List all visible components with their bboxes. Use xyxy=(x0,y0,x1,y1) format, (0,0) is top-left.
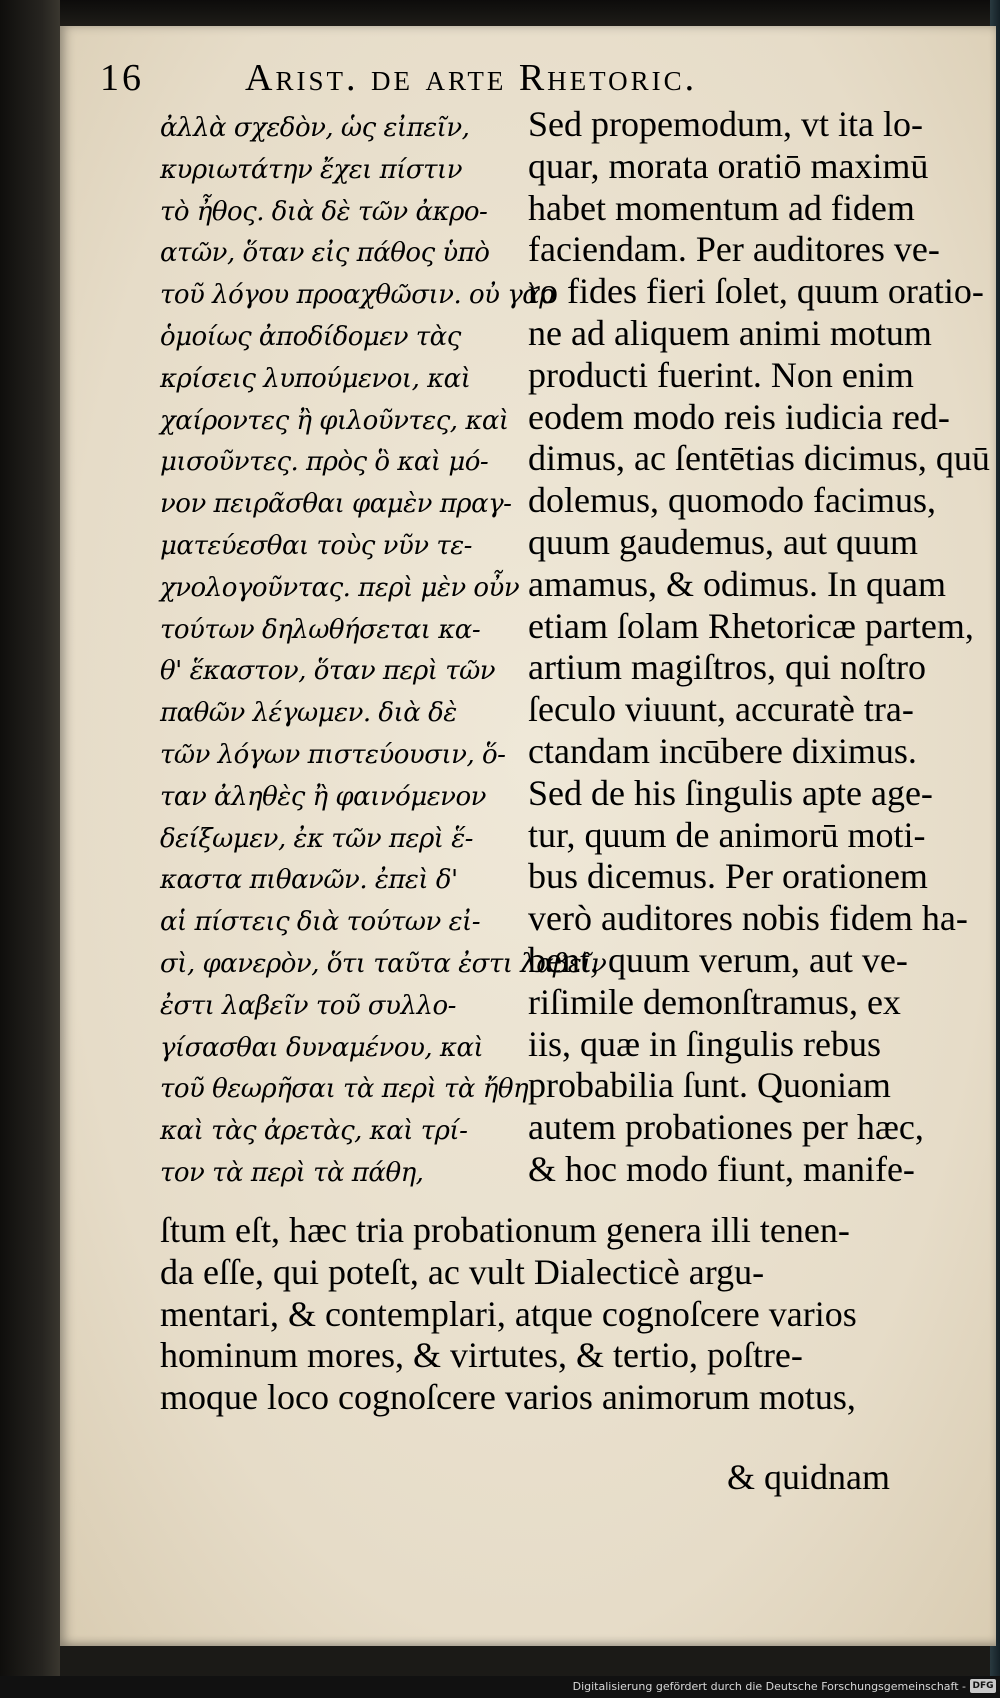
greek-line: χαίροντες ἢ φιλοῦντες, καὶ xyxy=(160,405,509,436)
greek-line: κρίσεις λυπούμενοι, καὶ xyxy=(160,363,471,394)
catchword: & quidnam xyxy=(727,1457,890,1497)
latin-line: iis, quæ in ſingulis rebus xyxy=(528,1023,882,1064)
latin-line: Sed de his ſingulis apte age- xyxy=(528,772,933,813)
latin-line: quum gaudemus, aut quum xyxy=(528,521,918,562)
latin-line: riſimile demonſtramus, ex xyxy=(528,981,901,1022)
latin-line: ro fides fieri ſolet, quum oratio- xyxy=(528,271,984,312)
greek-line: παθῶν λέγωμεν. διὰ δὲ xyxy=(160,698,457,729)
latin-line: eodem modo reis iudicia red- xyxy=(528,396,950,437)
greek-line: τον τὰ περὶ τὰ πάθη, xyxy=(160,1157,424,1188)
greek-line: θ' ἕκαστον, ὅταν περὶ τῶν xyxy=(160,656,496,687)
latin-line: dolemus, quomodo facimus, xyxy=(528,480,936,521)
greek-line: τούτων δηλωθήσεται κα- xyxy=(160,614,481,645)
latin-text-column xyxy=(528,104,988,1191)
latin-line: habet momentum ad fidem xyxy=(528,187,915,228)
book-binding-top xyxy=(0,0,1000,28)
latin-line: mentari, & contemplari, atque cognoſcere varios xyxy=(160,1293,857,1334)
greek-line: ατῶν, ὅταν εἰς πάθος ὑπὸ xyxy=(160,238,490,269)
greek-line: τὸ ἦθος. διὰ δὲ τῶν ἀκρο- xyxy=(160,196,488,227)
greek-line: ματεύεσθαι τοὺς νῦν τε- xyxy=(160,530,472,561)
latin-line: dimus, ac ſentētias dicimus, quū xyxy=(528,438,990,479)
greek-line: σὶ, φανερὸν, ὅτι ταῦτα ἐστι λαβεῖν xyxy=(160,948,607,979)
greek-line: μισοῦντες. πρὸς ὃ καὶ μό- xyxy=(160,447,489,478)
greek-line: καστα πιθανῶν. ἐπεὶ δ' xyxy=(160,865,458,896)
latin-line: ctandam incūbere diximus. xyxy=(528,730,917,771)
greek-line: τοῦ λόγου προαχθῶσιν. οὐ γὰρ xyxy=(160,280,555,311)
latin-line: quar, morata oratiō maximū xyxy=(528,145,929,186)
latin-line: Sed propemodum, vt ita lo- xyxy=(528,104,923,144)
latin-line: bent, quum verum, aut ve- xyxy=(528,939,908,980)
latin-line: tur, quum de animorū moti- xyxy=(528,814,926,855)
latin-line: amamus, & odimus. In quam xyxy=(528,563,946,604)
greek-line: τῶν λόγων πιστεύουσιν, ὅ- xyxy=(160,739,506,770)
latin-line: & hoc modo fiunt, manife- xyxy=(528,1148,915,1189)
latin-line: faciendam. Per auditores ve- xyxy=(528,229,940,270)
latin-line: ſtum eſt, hæc tria probationum genera illi tenen- xyxy=(160,1210,850,1250)
latin-line: producti fuerint. Non enim xyxy=(528,354,914,395)
latin-line: ne ad aliquem animi motum xyxy=(528,312,932,353)
greek-text-column xyxy=(160,108,607,1195)
running-title: Arist. de arte Rhetoric. xyxy=(245,57,698,99)
book-binding-left xyxy=(0,0,60,1698)
greek-line: νον πειρᾶσθαι φαμὲν πραγ- xyxy=(160,489,512,520)
greek-line: δείξωμεν, ἐκ τῶν περὶ ἕ- xyxy=(160,823,473,854)
greek-line: κυριωτάτην ἔχει πίστιν xyxy=(160,154,463,185)
greek-line: χνολογοῦντας. περὶ μὲν οὖν xyxy=(160,572,520,603)
latin-line: da eſſe, qui poteſt, ac vult Dialecticè argu- xyxy=(160,1251,765,1292)
greek-line: γίσασθαι δυναμένου, καὶ xyxy=(160,1032,484,1063)
greek-line: ταν ἀληθὲς ἢ φαινόμενον xyxy=(160,781,486,812)
latin-line: ſeculo viuunt, accuratè tra- xyxy=(528,689,914,730)
greek-line: τοῦ θεωρῆσαι τὰ περὶ τὰ ἤθη xyxy=(160,1074,529,1105)
greek-line: ὁμοίως ἀποδίδομεν τὰς xyxy=(160,321,461,352)
latin-line: bus dicemus. Per orationem xyxy=(528,856,928,897)
latin-line: autem probationes per hæc, xyxy=(528,1107,924,1148)
latin-line: moque loco cognoſcere varios animorum motus, xyxy=(160,1377,856,1418)
latin-line: etiam ſolam Rhetoricæ partem, xyxy=(528,605,974,646)
page-number: 16 xyxy=(100,57,144,99)
greek-line: ἐστι λαβεῖν τοῦ συλλο- xyxy=(160,990,456,1021)
latin-line: verò auditores nobis fidem ha- xyxy=(528,898,968,939)
greek-line: αἱ πίστεις διὰ τούτων εἰ- xyxy=(160,907,481,938)
greek-line: καὶ τὰς ἀρετὰς, καὶ τρί- xyxy=(160,1116,468,1147)
funding-credit: Digitalisierung gefördert durch die Deutsche Forschungsgemeinschaft - xyxy=(572,1680,966,1693)
latin-line: probabilia ſunt. Quoniam xyxy=(528,1065,891,1106)
latin-full-width-text xyxy=(160,1210,970,1419)
latin-line: hominum mores, & virtutes, & tertio, poſtre- xyxy=(160,1335,803,1376)
digitization-footer xyxy=(0,1676,1000,1698)
latin-line: artium magiſtros, qui noſtro xyxy=(528,647,926,688)
dfg-logo: DFG xyxy=(970,1679,996,1693)
greek-line: ἀλλὰ σχεδὸν, ὡς εἰπεῖν, xyxy=(160,113,470,143)
